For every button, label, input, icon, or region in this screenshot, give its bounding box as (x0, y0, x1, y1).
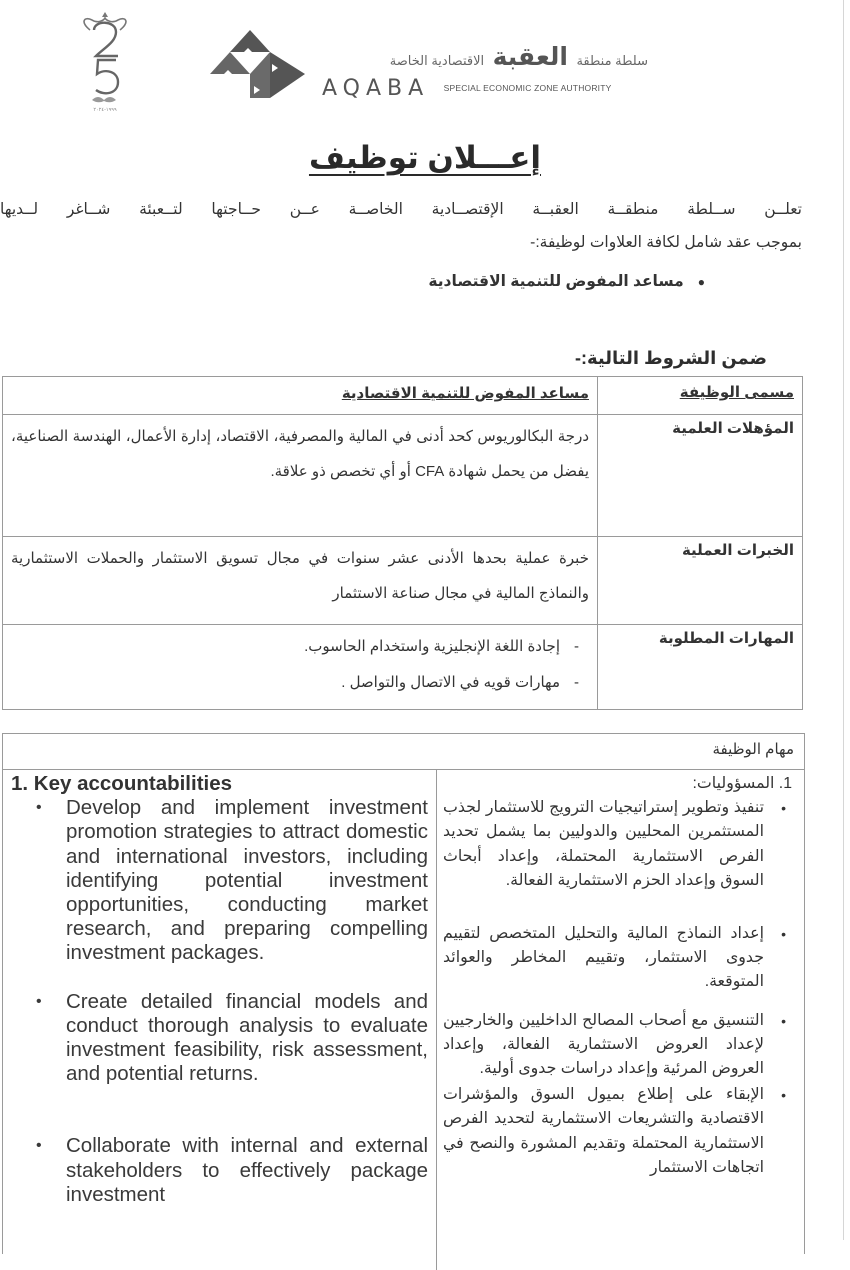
job-title-label: مسمى الوظيفة (598, 377, 803, 415)
list-item: • إعداد النماذج المالية والتحليل المتخصص لتقييم جدوى الاستثمار، وتقييم المخاطر والعوائد المتوقعة. (443, 922, 764, 995)
job-duties-title: مهام الوظيفة (3, 734, 804, 770)
letterhead (0, 0, 850, 120)
conditions-table (2, 376, 803, 710)
silver-jubilee-25-logo-icon (70, 8, 140, 113)
table-row (3, 377, 803, 415)
list-item: • Develop and implement investment promotion strategies to attract domestic and international investors, including identifying potential investment opportunities, conducting market research, and preparing compelling investment packages. (66, 796, 428, 965)
job-duties-table (2, 733, 805, 1254)
intro-paragraph-line-2: بموجب عقد شامل لكافة العلاوات لوظيفة:- (530, 234, 802, 251)
list-item: • Collaborate with internal and external stakeholders to effectively package investment (66, 1134, 428, 1207)
job-title-value: مساعد المفوض للتنمية الاقتصادية (3, 377, 598, 415)
experience-value: خبرة عملية بحدها الأدنى عشر سنوات في مجال تسويق الاستثمار والحملات الاستثمارية والنماذج المالية في مجال صناعة الاستثمار (3, 537, 598, 625)
skill-item: -إجادة اللغة الإنجليزية واستخدام الحاسوب. (304, 638, 579, 655)
skills-label: المهارات المطلوبة (598, 625, 803, 710)
intro-paragraph-line-1: تعلــن ســلطة منطقــة العقبــة الإقتصــادية الخاصــة عــن حــاجتها لتــعبئة شــاغر لــديها (0, 201, 802, 218)
experience-label: الخبرات العملية (598, 537, 803, 625)
aqaba-triangles-logo-icon (210, 28, 305, 100)
duties-english-column (3, 770, 437, 1270)
accountabilities-list-en (11, 796, 428, 1207)
authority-name-arabic: سلطة منطقة العقبة الاقتصادية الخاصة (389, 42, 648, 71)
table-row (3, 625, 803, 710)
responsibilities-list-ar (443, 796, 792, 1180)
svg-text:١٩٩٩-٢٠٢٤: ١٩٩٩-٢٠٢٤ (93, 107, 117, 113)
list-item: • الإبقاء على إطلاع بميول السوق والمؤشرات الاقتصادية والتشريعات الاستثمارية لتحديد الفرص الاستثمارية المحتملة وتقديم المشورة والنصح في اتجاهات الاستثمار (443, 1083, 764, 1180)
responsibilities-heading: 1. المسؤوليات: (692, 775, 792, 792)
position-bullet: ●مساعد المفوض للتنمية الاقتصادية (428, 273, 705, 290)
skills-value (3, 625, 598, 710)
duties-arabic-column (437, 770, 804, 1270)
page-edge (843, 0, 844, 1240)
list-item: • Create detailed financial models and conduct thorough analysis to evaluate investment feasibility, risk assessment, and potential returns. (66, 990, 428, 1087)
table-row (3, 537, 803, 625)
list-item: • التنسيق مع أصحاب المصالح الداخليين والخارجيين لإعداد العروض الاستثمارية الفعالة، وإعداد العروض المرئية وإعداد دراسات جدوى أولية. (443, 1009, 764, 1082)
conditions-heading: ضمن الشروط التالية:- (574, 348, 767, 368)
skill-item: -مهارات قويه في الاتصال والتواصل . (341, 674, 579, 691)
bullet-icon: ● (697, 275, 705, 289)
page-title: إعـــلان توظيف (308, 140, 542, 175)
qualifications-value: درجة البكالوريوس كحد أدنى في المالية والمصرفية، الاقتصاد، إدارة الأعمال، الهندسة الصناعية، يفضل من يحمل شهادة CFA أو أي تخصص ذو علاقة. (3, 415, 598, 537)
list-item: • تنفيذ وتطوير إستراتيجيات الترويج للاستثمار لجذب المستثمرين المحليين والدوليين بما يشمل تحديد الفرص الاستثمارية المحتملة، وإعداد أبحاث السوق وإعداد الحزم الاستثمارية الفعالة. (443, 796, 764, 893)
key-accountabilities-heading: 1. Key accountabilities (11, 772, 233, 795)
table-row (3, 415, 803, 537)
authority-name-english: AQABA $^{SPECIAL ECONOMIC ZONE AUTHORITY}$ (322, 76, 612, 101)
qualifications-label: المؤهلات العلمية (598, 415, 803, 537)
